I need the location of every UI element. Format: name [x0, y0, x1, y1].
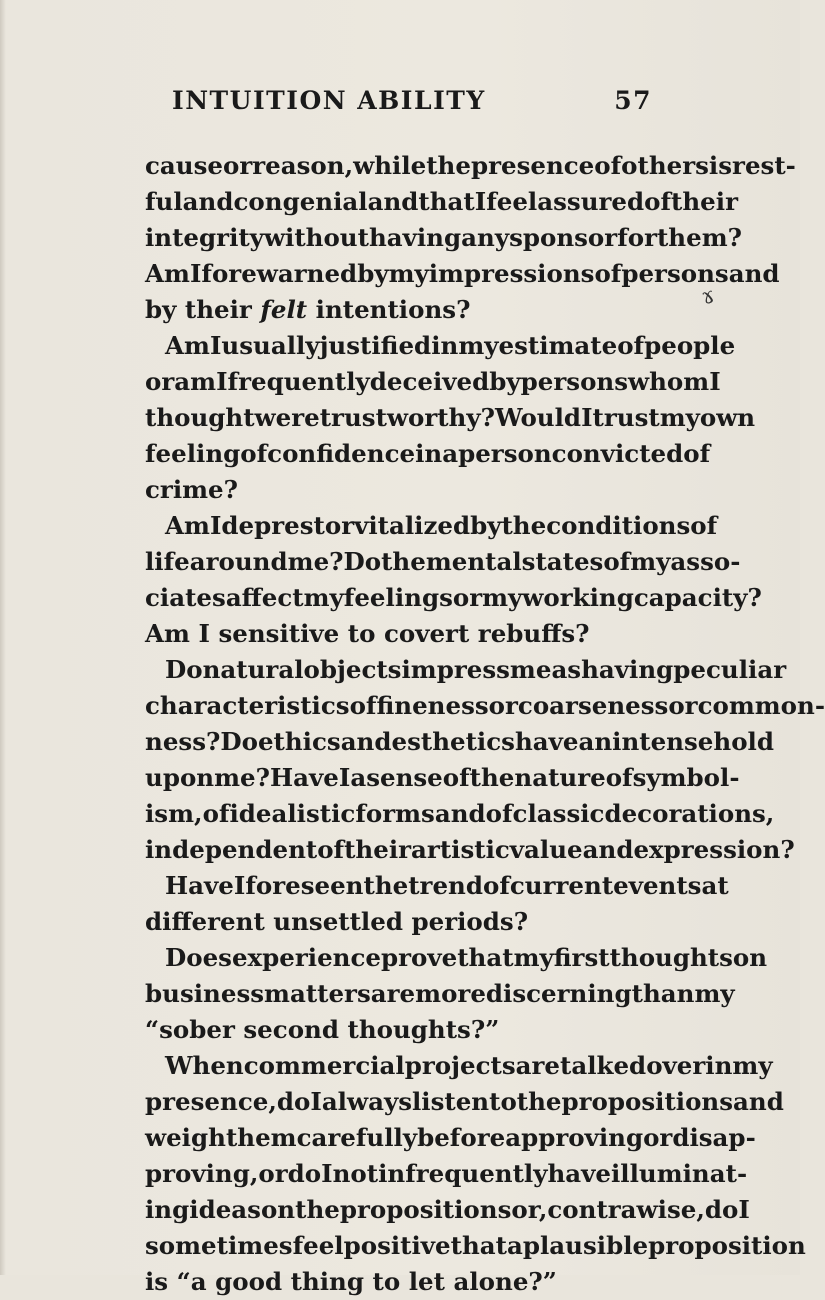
text-line: business matters are more discerning than my	[145, 979, 735, 1008]
text-line: integrity without having any sponsor for them?	[145, 223, 742, 252]
running-header	[172, 86, 652, 115]
margin-pencil-mark: ɤ	[698, 282, 718, 311]
text-line: Does experience prove that my first thoughts on	[165, 943, 768, 972]
text-line: ing ideas on the propositions or, contrawise, do I	[145, 1195, 750, 1224]
text-line: Have I foreseen the trend of current events at	[165, 871, 729, 900]
running-title: INTUITION ABILITY	[172, 86, 486, 115]
text-line: sometimes feel positive that a plausible proposition	[145, 1231, 806, 1260]
text-line: by their felt intentions?	[145, 295, 471, 324]
text-line: ful and congenial and that I feel assured of their	[145, 187, 738, 216]
page-number: 57	[614, 86, 652, 115]
text-line: weigh them carefully before approving or disap-	[145, 1123, 756, 1152]
text-line: is “a good thing to let alone?”	[145, 1267, 557, 1296]
text-line: “sober second thoughts?”	[145, 1015, 500, 1044]
text-line: Am I deprest or vitalized by the conditions of	[165, 511, 718, 540]
text-line: ciates affect my feelings or my working capacity?	[145, 583, 762, 612]
text-line: When commercial projects are talked over in my	[165, 1051, 773, 1080]
text-line: proving, or do I not infrequently have illuminat-	[145, 1159, 748, 1188]
text-line: ness? Do ethics and esthetics have an intense hold	[145, 727, 774, 756]
text-line: presence, do I always listen to the propositions and	[145, 1087, 784, 1116]
text-line: characteristics of fineness or coarseness or common-	[145, 691, 825, 720]
text-line: crime?	[145, 475, 238, 504]
text-line: ism, of idealistic forms and of classic decorations,	[145, 799, 775, 828]
text-line: Am I usually justified in my estimate of people	[165, 331, 736, 360]
text-line: Do natural objects impress me as having peculiar	[165, 655, 787, 684]
text-line: life around me? Do the mental states of my asso-	[145, 547, 741, 576]
text-line: feeling of confidence in a person convicted of	[145, 439, 711, 468]
text-line: thought were trustworthy? Would I trust my own	[145, 403, 756, 432]
text-line: independent of their artistic value and expression?	[145, 835, 795, 864]
text-line: Am I forewarned by my impressions of persons and	[145, 259, 780, 288]
text-line: Am I sensitive to covert rebuffs?	[145, 619, 590, 648]
text-line: upon me? Have I a sense of the nature of symbol-	[145, 763, 740, 792]
text-line: cause or reason, while the presence of others is rest-	[145, 151, 796, 180]
text-line: or am I frequently deceived by persons whom I	[145, 367, 721, 396]
text-line: different unsettled periods?	[145, 907, 529, 936]
scan-edge	[0, 0, 6, 1275]
